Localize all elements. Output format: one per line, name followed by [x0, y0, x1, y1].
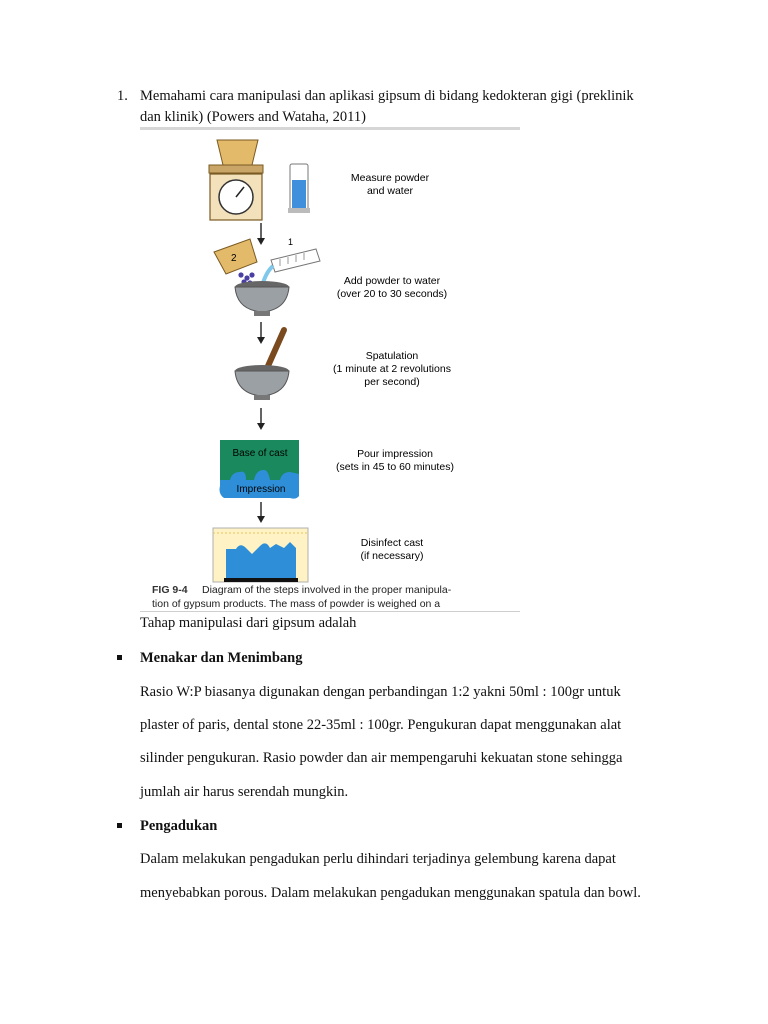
step1-label-line1: Measure powder: [350, 172, 430, 184]
figure-caption-line2: tion of gypsum products. The mass of powder is weighed on a: [152, 598, 441, 610]
step4-label-line1: Pour impression: [357, 448, 433, 460]
mixing-bowl-icon: [235, 365, 289, 400]
base-of-cast-label: Base of cast: [232, 448, 288, 459]
arrow-down-icon: [257, 408, 265, 430]
figure-caption-line1: Diagram of the steps involved in the proper manipula-: [202, 584, 452, 596]
section-heading-pengadukan: Pengadukan: [140, 818, 218, 834]
arrow-down-icon: [257, 223, 265, 245]
paragraph-line: plaster of paris, dental stone 22-35ml : 100gr. Pengukuran dapat menggunakan alat: [140, 717, 622, 733]
scale-icon: [209, 140, 263, 220]
step-number-2: 2: [231, 253, 237, 264]
gypsum-manipulation-diagram: [140, 124, 520, 614]
step2-label-line1: Add powder to water: [343, 275, 441, 287]
section-heading-menakar: Menakar dan Menimbang: [140, 650, 303, 666]
arrow-down-icon: [257, 322, 265, 344]
step4-label-line2: (sets in 45 to 60 minutes): [336, 461, 454, 473]
tilted-cylinder-icon: [262, 249, 320, 286]
bullet-icon: [117, 655, 122, 660]
step5-label-line1: Disinfect cast: [360, 537, 424, 549]
paragraph-line: silinder pengukuran. Rasio powder dan air mempengaruhi kekuatan stone sehingga: [140, 750, 623, 766]
list-number: 1.: [117, 88, 128, 104]
intro-line-2: dan klinik) (Powers and Wataha, 2011): [140, 109, 366, 125]
mixing-bowl-icon: [235, 281, 289, 316]
step3-label-line1: Spatulation: [365, 350, 419, 362]
disinfect-tray: [213, 528, 308, 582]
figure-number: FIG 9-4: [152, 584, 188, 596]
paragraph-line: jumlah air harus serendah mungkin.: [140, 784, 349, 800]
step1-label-line2: and water: [366, 185, 414, 197]
step-number-1: 1: [288, 237, 294, 247]
figure-intro-text: Tahap manipulasi dari gipsum adalah: [140, 615, 357, 631]
paragraph-line: menyebabkan porous. Dalam melakukan pengadukan menggunakan spatula dan bowl.: [140, 885, 641, 901]
step3-label-line2: (1 minute at 2 revolutions: [333, 363, 451, 375]
paragraph-line: Rasio W:P biasanya digunakan dengan perbandingan 1:2 yakni 50ml : 100gr untuk: [140, 684, 621, 700]
impression-label: Impression: [236, 484, 286, 495]
figure-top-rule: [140, 127, 520, 130]
figure-bottom-rule: [140, 611, 520, 612]
arrow-down-icon: [257, 502, 265, 523]
step2-label-line2: (over 20 to 30 seconds): [336, 288, 448, 300]
intro-line-1: Memahami cara manipulasi dan aplikasi gipsum di bidang kedokteran gigi (preklinik: [140, 88, 634, 104]
step5-label-line2: (if necessary): [360, 550, 424, 562]
bullet-icon: [117, 823, 122, 828]
step3-label-line3: per second): [364, 376, 420, 388]
measuring-cylinder-icon: [288, 164, 310, 213]
paragraph-line: Dalam melakukan pengadukan perlu dihindari terjadinya gelembung karena dapat: [140, 851, 616, 867]
